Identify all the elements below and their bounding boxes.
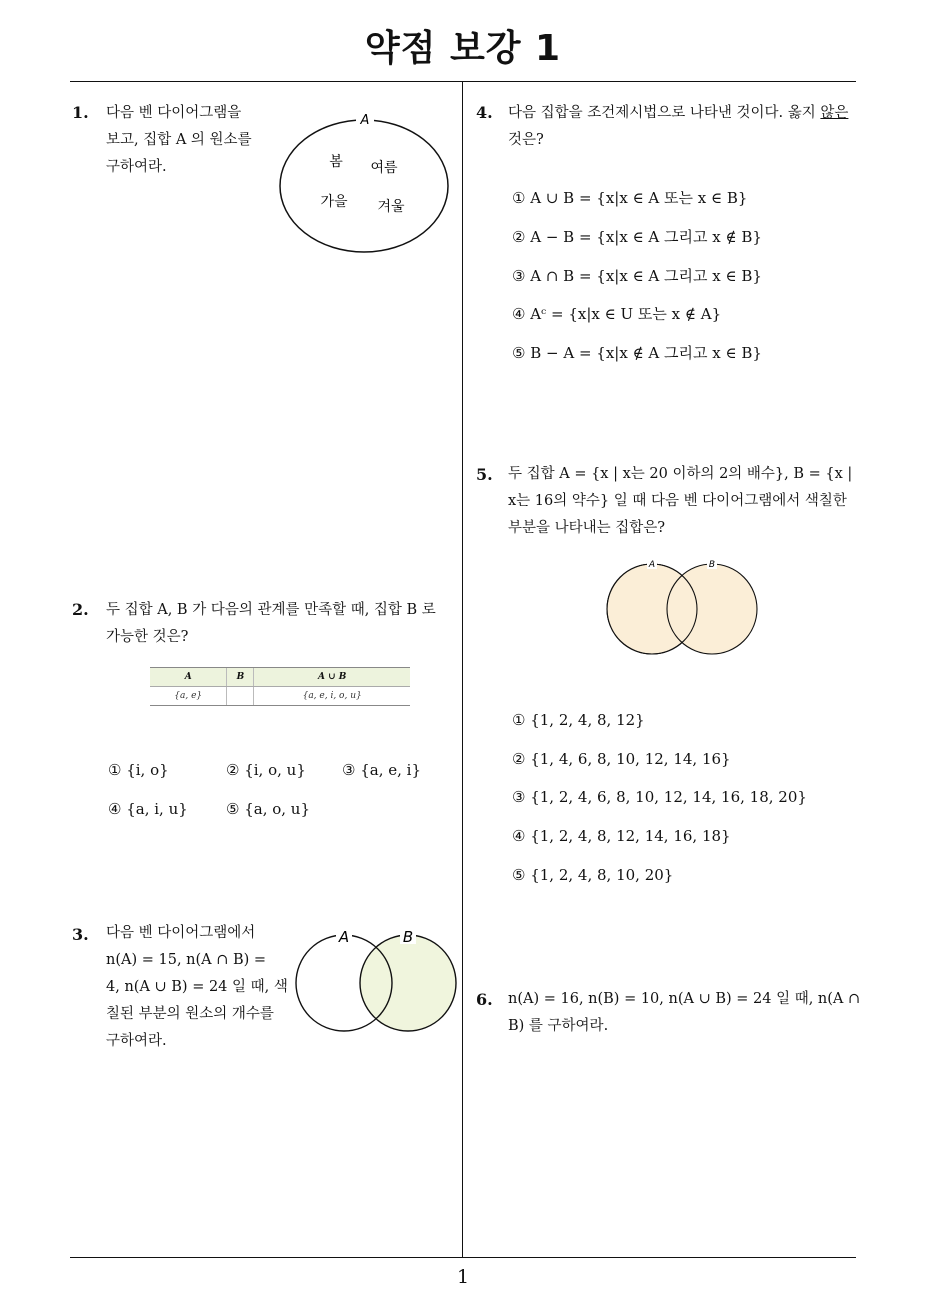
q5-choice[interactable]: ② {1, 4, 6, 8, 10, 12, 14, 16} [512,750,731,768]
q2-table [150,667,410,706]
q1-element: 겨울 [377,199,405,215]
table-header: A ∪ B [254,668,410,687]
q2-choice[interactable]: ③ {a, e, i} [342,761,421,779]
table-cell [227,687,254,706]
q6-line: B) 를 구하여라. [508,1018,609,1034]
q5-label-a: A [648,560,656,570]
q2-line: 가능한 것은? [106,629,189,645]
q5-line: 두 집합 A = {x | x는 20 이하의 2의 배수}, B = {x | [508,466,853,482]
q4-choice[interactable]: ③ A ∩ B = {x|x ∈ A 그리고 x ∈ B} [512,267,762,285]
q1-element: 여름 [370,160,398,176]
q4-choice[interactable]: ② A − B = {x|x ∈ A 그리고 x ∉ B} [512,228,762,246]
q4-text [508,100,848,154]
q3-label-b: B [402,928,414,946]
q4-underline: 않은 [820,105,849,121]
column-divider [462,82,463,1257]
q1-set-label: A [360,113,370,128]
q2-choice[interactable]: ① {i, o} [108,761,169,779]
q4-line: 것은? [508,132,544,148]
table-cell: {a, e, i, o, u} [254,687,410,706]
q3-line: 4, n(A ∪ B) = 24 일 때, 색 [106,979,288,995]
q3-line: n(A) = 15, n(A ∩ B) = [106,952,267,968]
q5-venn-diagram [606,557,761,657]
q2-text [106,597,436,651]
q6-line: n(A) = 16, n(B) = 10, n(A ∪ B) = 24 일 때, n(A ∩ [508,991,861,1007]
q4-choice[interactable]: ① A ∪ B = {x|x ∈ A 또는 x ∈ B} [512,189,748,207]
q3-venn-diagram [290,928,465,1038]
q6-number: 6. [476,990,493,1009]
q5-choice[interactable]: ⑤ {1, 2, 4, 8, 10, 20} [512,866,674,884]
q2-number: 2. [72,600,89,619]
q5-line: 부분을 나타내는 집합은? [508,520,666,536]
q5-choice[interactable]: ① {1, 2, 4, 8, 12} [512,711,645,729]
top-rule [70,81,856,82]
q4-choice[interactable]: ④ Aᶜ = {x|x ∈ U 또는 x ∉ A} [512,305,722,323]
q5-choice[interactable]: ④ {1, 2, 4, 8, 12, 14, 16, 18} [512,827,731,845]
q3-line: 칠된 부분의 원소의 개수를 [106,1006,274,1022]
q5-line: x는 16의 약수} 일 때 다음 벤 다이어그램에서 색칠한 [508,493,847,509]
q2-choice[interactable]: ② {i, o, u} [226,761,306,779]
q5-text [508,461,852,542]
q4-choice[interactable]: ⑤ B − A = {x|x ∉ A 그리고 x ∈ B} [512,344,762,362]
q6-text [508,986,860,1040]
q3-line: 다음 벤 다이어그램에서 [106,925,256,941]
q3-label-a: A [338,928,350,946]
q1-line: 다음 벤 다이어그램을 [106,105,242,121]
page-title: 약점 보강 1 [364,28,562,69]
q2-line: 두 집합 A, B 가 다음의 관계를 만족할 때, 집합 B 로 [106,602,436,618]
q1-text [106,100,252,181]
q2-choice[interactable]: ⑤ {a, o, u} [226,800,311,818]
q1-number: 1. [72,103,89,122]
q1-element: 봄 [329,154,343,170]
table-header: B [227,668,254,687]
q1-venn-diagram [270,105,460,255]
q4-line: 다음 집합을 조건제시법으로 나타낸 것이다. 옳지 [508,105,821,121]
page-number: 1 [456,1266,470,1288]
q4-number: 4. [476,103,493,122]
q3-text [106,920,288,1055]
q3-line: 구하여라. [106,1033,167,1049]
q5-label-b: B [708,560,716,570]
bottom-rule [70,1257,856,1258]
q5-choice[interactable]: ③ {1, 2, 4, 6, 8, 10, 12, 14, 16, 18, 20} [512,788,807,806]
q1-element: 가을 [320,194,348,210]
table-header: A [150,668,227,687]
q5-number: 5. [476,465,493,484]
q2-choice[interactable]: ④ {a, i, u} [108,800,188,818]
q1-line: 보고, 집합 A 의 원소를 [106,132,252,148]
q1-line: 구하여라. [106,159,167,175]
q3-number: 3. [72,925,89,944]
table-cell: {a, e} [150,687,227,706]
